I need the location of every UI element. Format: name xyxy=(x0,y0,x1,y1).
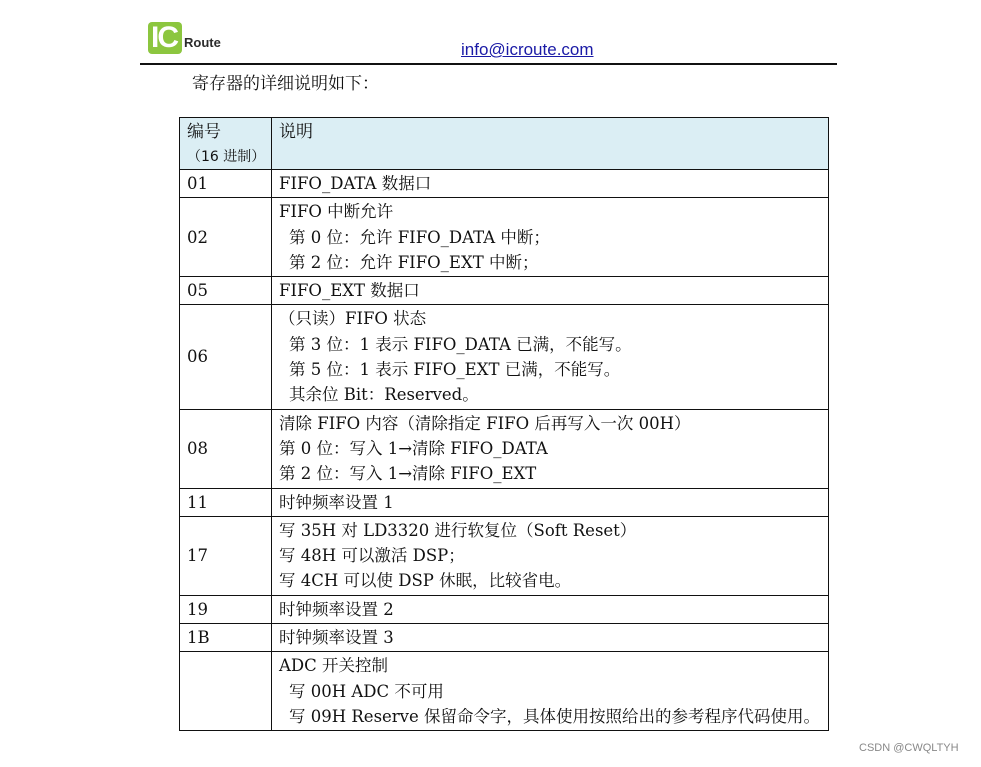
register-code: 01 xyxy=(180,170,272,198)
header-divider xyxy=(140,63,837,65)
desc-line: 时钟频率设置 2 xyxy=(279,599,394,619)
intro-text: 寄存器的详细说明如下： xyxy=(192,74,379,94)
desc-line: 时钟频率设置 3 xyxy=(279,628,394,648)
header-code-cell xyxy=(180,118,272,170)
desc-line: 写 48H 可以激活 DSP； xyxy=(279,546,465,566)
desc-line: FIFO 中断允许 xyxy=(279,202,394,222)
desc-line: 第 0 位：允许 FIFO_DATA 中断； xyxy=(289,227,550,247)
desc-line: 写 09H Reserve 保留命令字，具体使用按照给出的参考程序代码使用。 xyxy=(289,706,821,726)
register-code: 17 xyxy=(180,516,272,595)
register-desc xyxy=(272,409,829,488)
table-header-row xyxy=(180,118,829,170)
register-code xyxy=(180,652,272,731)
register-desc xyxy=(272,488,829,516)
desc-line: 时钟频率设置 1 xyxy=(279,492,394,512)
desc-line: FIFO_DATA 数据口 xyxy=(279,174,432,193)
register-desc xyxy=(272,305,829,409)
desc-line: 写 00H ADC 不可用 xyxy=(289,681,444,701)
register-code: 08 xyxy=(180,409,272,488)
email-link[interactable]: info@icroute.com xyxy=(461,40,594,59)
register-desc xyxy=(272,198,829,277)
desc-line: FIFO_EXT 数据口 xyxy=(279,281,420,301)
register-code: 05 xyxy=(180,277,272,305)
register-code: 19 xyxy=(180,595,272,623)
table-row xyxy=(180,488,829,516)
table-row xyxy=(180,409,829,488)
table-row xyxy=(180,624,829,652)
register-code: 02 xyxy=(180,198,272,277)
register-code: 06 xyxy=(180,305,272,409)
desc-line: 写 4CH 可以使 DSP 休眠，比较省电。 xyxy=(279,571,572,591)
register-code: 1B xyxy=(180,624,272,652)
register-desc xyxy=(272,652,829,731)
table-row xyxy=(180,595,829,623)
desc-line: 清除 FIFO 内容（清除指定 FIFO 后再写入一次 00H） xyxy=(279,413,691,433)
register-code: 11 xyxy=(180,488,272,516)
desc-line: 第 2 位：允许 FIFO_EXT 中断； xyxy=(289,252,539,272)
desc-line: 第 2 位：写入 1→清除 FIFO_EXT xyxy=(279,464,537,484)
header-code-label: 编号 xyxy=(187,122,221,142)
logo-route-text: Route xyxy=(184,35,221,50)
desc-line: 第 0 位：写入 1→清除 FIFO_DATA xyxy=(279,438,548,458)
logo-mark xyxy=(148,18,186,56)
desc-line: 写 35H 对 LD3320 进行软复位（Soft Reset） xyxy=(279,520,637,540)
register-desc xyxy=(272,277,829,305)
table-row xyxy=(180,652,829,731)
table-row xyxy=(180,516,829,595)
register-desc xyxy=(272,170,829,198)
icroute-logo xyxy=(148,16,221,56)
register-table xyxy=(179,117,829,731)
register-desc xyxy=(272,516,829,595)
desc-line: 其余位 Bit：Reserved。 xyxy=(289,385,479,405)
desc-line: 第 3 位：1 表示 FIFO_DATA 已满，不能写。 xyxy=(289,334,632,354)
desc-line: 第 5 位：1 表示 FIFO_EXT 已满，不能写。 xyxy=(289,360,621,380)
register-desc xyxy=(272,595,829,623)
desc-line: （只读）FIFO 状态 xyxy=(279,309,427,329)
register-desc xyxy=(272,624,829,652)
header-desc-cell: 说明 xyxy=(272,118,829,170)
header-code-sublabel: （16 进制） xyxy=(187,149,266,165)
table-row xyxy=(180,277,829,305)
table-row xyxy=(180,170,829,198)
desc-line: ADC 开关控制 xyxy=(279,656,389,676)
table-row xyxy=(180,198,829,277)
table-row xyxy=(180,305,829,409)
csdn-watermark: CSDN @CWQLTYH xyxy=(859,742,959,754)
logo-text: IC xyxy=(151,21,177,54)
